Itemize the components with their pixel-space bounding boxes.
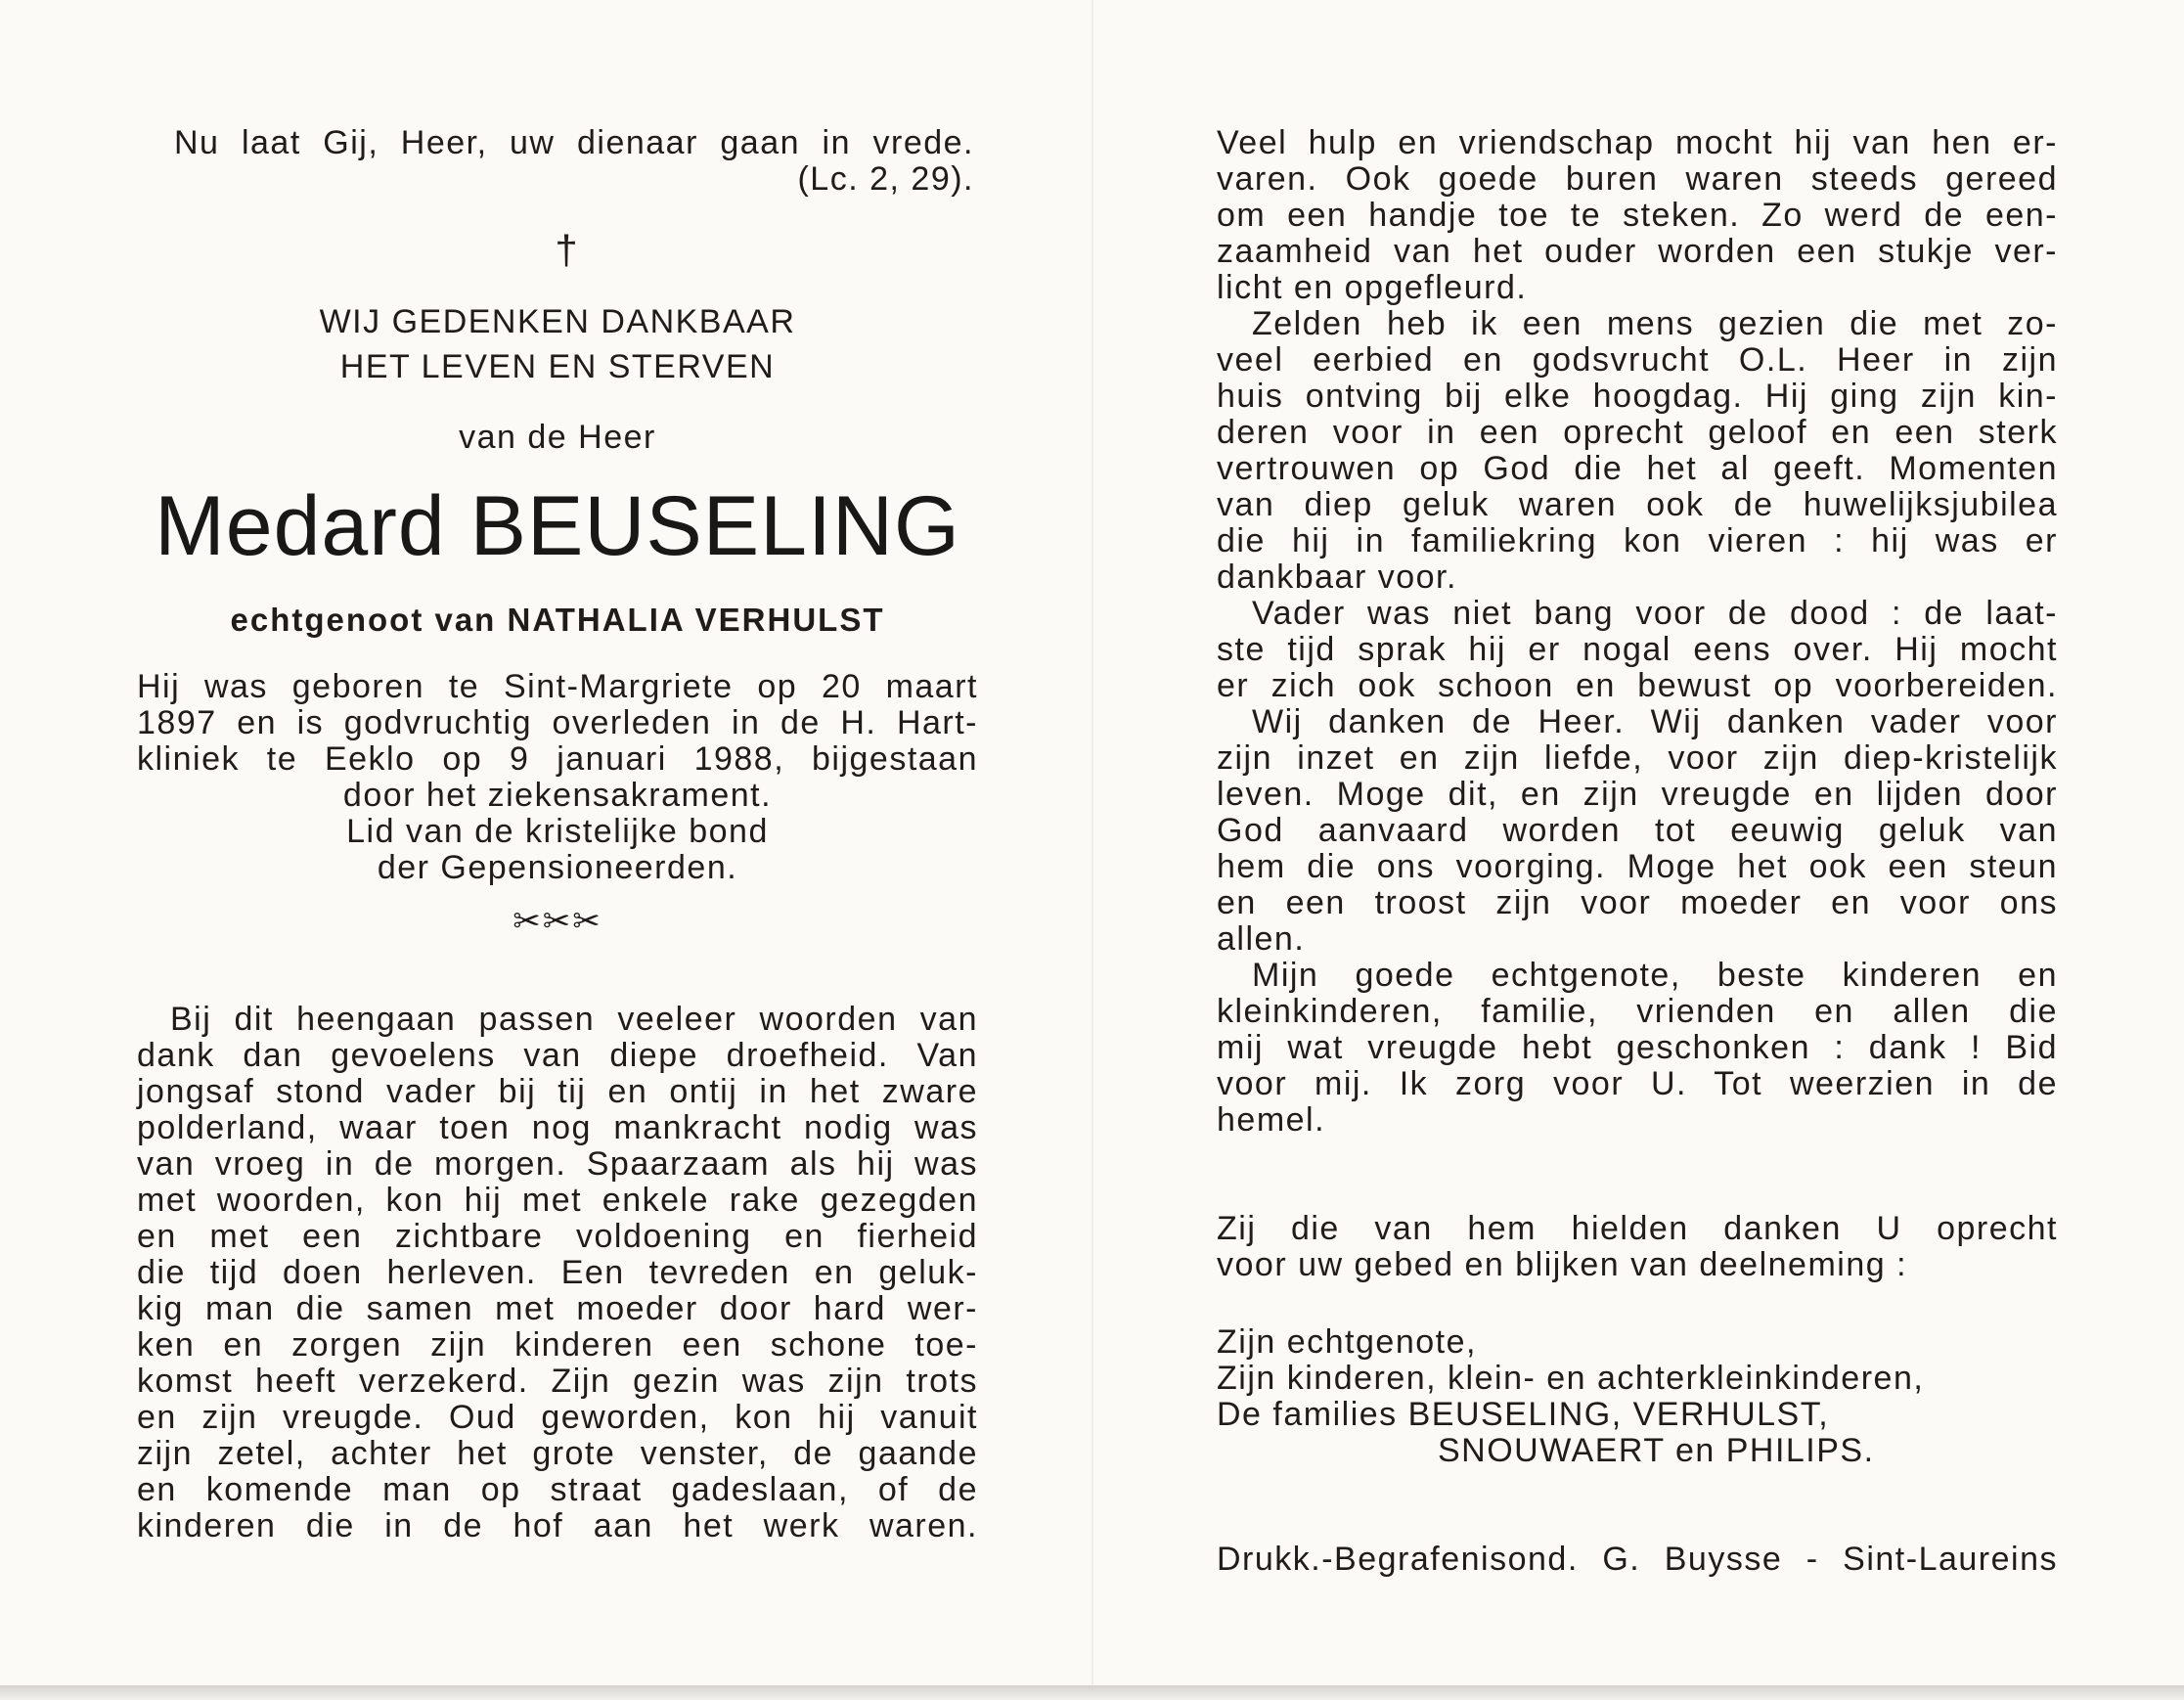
body-line: en een troost zijn voor moeder en voor ons: [1217, 884, 2058, 921]
body-line: van diep geluk waren ook de huwelijksjubilea: [1217, 486, 2058, 523]
spouse-line: echtgenoot van NATHALIA VERHULST: [230, 602, 885, 638]
signatory-line: Zijn kinderen, klein- en achterkleinkinderen,: [1217, 1360, 1925, 1397]
left-page: [137, 125, 978, 1544]
body-line: deren voor in een oprecht geloof en een sterk: [1217, 414, 2058, 451]
body-line: die hij in familiekring kon vieren : hij was er: [1217, 522, 2058, 559]
ornament-icon: ✂✂✂: [513, 903, 602, 940]
fold-line: [1092, 0, 1093, 1685]
body-line: zijn inzet en zijn liefde, voor zijn diep-kristelijk: [1217, 739, 2058, 777]
body-line: kinderen die in de hof aan het werk waren.: [137, 1507, 978, 1544]
thanks-line: Zij die van hem hielden danken U oprecht: [1217, 1210, 2058, 1247]
body-line: Veel hulp en vriendschap mocht hij van hen er-: [1217, 124, 2058, 161]
body-line: dank dan gevoelens van diepe droefheid. Van: [137, 1037, 978, 1074]
body-line: Zelden heb ik een mens gezien die met zo-: [1252, 305, 2058, 342]
cross-icon: †: [555, 227, 578, 273]
card-edge: [0, 1685, 2184, 1700]
bio-line: kliniek te Eeklo op 9 januari 1988, bijgestaan: [137, 740, 978, 778]
header-line-2: HET LEVEN EN STERVEN: [339, 348, 776, 385]
body-line: komst heeft verzekerd. Zijn gezin was zijn trots: [137, 1363, 978, 1400]
body-line: met woorden, kon hij met enkele rake gezegden: [137, 1182, 978, 1219]
header-line-1: WIJ GEDENKEN DANKBAAR: [319, 303, 796, 340]
body-line: vertrouwen op God die het al geeft. Momenten: [1217, 450, 2058, 487]
body-line: kleinkinderen, familie, vrienden en allen die: [1217, 993, 2058, 1030]
body-line: van vroeg in de morgen. Spaarzaam als hij was: [137, 1145, 978, 1183]
body-line: voor mij. Ik zorg voor U. Tot weerzien in de: [1217, 1065, 2058, 1102]
body-line: hemel.: [1217, 1101, 1326, 1139]
paragraph-2: [1217, 306, 2058, 596]
thanks: [1217, 1211, 2058, 1283]
body-line: die tijd doen herleven. Een tevreden en geluk-: [137, 1254, 978, 1291]
body-line: hem die ons voorging. Moge het ook een steun: [1217, 848, 2058, 885]
body-line: dankbaar voor.: [1217, 559, 1457, 596]
header-line-3: van de Heer: [459, 419, 656, 456]
body-line: licht en opgefleurd.: [1217, 269, 1528, 306]
body-line: allen.: [1217, 920, 1306, 958]
body-line: en komende man op straat gadeslaan, of de: [137, 1471, 978, 1508]
body-line: en met een zichtbare voldoening en fierheid: [137, 1218, 978, 1255]
bio-line: 1897 en is godvruchtig overleden in de H. Hart-: [137, 704, 978, 741]
paragraph-3: [1217, 596, 2058, 704]
body-line: kig man die samen met moeder door hard wer-: [137, 1290, 978, 1327]
body-line: huis ontving bij elke hoogdag. Hij ging zijn kin-: [1217, 378, 2058, 415]
bio-line: der Gepensioneerden.: [377, 849, 738, 886]
body-line: polderland, waar toen nog mankracht nodig was: [137, 1109, 978, 1146]
bio-line: Hij was geboren te Sint-Margriete op 20 maart: [137, 668, 978, 705]
body-line: Vader was niet bang voor de dood : de laat-: [1252, 595, 2058, 632]
body-line: zaamheid van het ouder worden een stukje ver-: [1217, 233, 2058, 270]
body-line: veel eerbied en godsvrucht O.L. Heer in zijn: [1217, 341, 2058, 379]
body-line: ste tijd sprak hij er nogal eens over. Hij mocht: [1217, 631, 2058, 668]
body-line: om een handje toe te steken. Zo werd de een-: [1217, 197, 2058, 234]
bible-verse: Nu laat Gij, Heer, uw dienaar gaan in vrede.: [174, 124, 974, 161]
left-body: [137, 1002, 978, 1544]
bio-line: Lid van de kristelijke bond: [346, 813, 769, 850]
body-line: God aanvaard worden tot eeuwig geluk van: [1217, 812, 2058, 849]
bio-line: door het ziekensakrament.: [342, 777, 773, 814]
verse-reference: (Lc. 2, 29).: [797, 160, 974, 198]
thanks-line: voor uw gebed en blijken van deelneming :: [1217, 1246, 1908, 1283]
body-line: Wij danken de Heer. Wij danken vader voor: [1252, 703, 2058, 740]
body-line: Bij dit heengaan passen veeleer woorden van: [170, 1001, 978, 1038]
signatories: [1217, 1324, 2058, 1469]
body-line: zijn zetel, achter het grote venster, de gaande: [137, 1435, 978, 1472]
body-line: varen. Ook goede buren waren steeds gereed: [1217, 160, 2058, 198]
signatory-line: De families BEUSELING, VERHULST,: [1217, 1396, 1830, 1433]
paragraph-5: [1217, 958, 2058, 1139]
paragraph-4: [1217, 704, 2058, 958]
body-line: jongsaf stond vader bij tij en ontij in het zware: [137, 1073, 978, 1110]
paragraph-1: [1217, 125, 2058, 306]
deceased-name: Medard BEUSELING: [155, 479, 960, 573]
body-line: mij wat vreugde hebt geschonken : dank ! Bid: [1217, 1029, 2058, 1066]
signatory-line: Zijn echtgenote,: [1217, 1323, 1477, 1361]
body-line: en zijn vreugde. Oud geworden, kon hij vanuit: [137, 1399, 978, 1436]
printer-credit: Drukk.-Begrafenisond. G. Buysse - Sint-Laureins: [1217, 1541, 2058, 1578]
body-line: leven. Moge dit, en zijn vreugde en lijden door: [1217, 776, 2058, 813]
signatory-line: SNOUWAERT en PHILIPS.: [1438, 1432, 1875, 1469]
biography: [137, 669, 978, 886]
body-line: ken en zorgen zijn kinderen een schone toe-: [137, 1326, 978, 1364]
right-page: [1217, 125, 2058, 1578]
body-line: er zich ook schoon en bewust op voorbereiden.: [1217, 667, 2058, 704]
body-line: Mijn goede echtgenote, beste kinderen en: [1252, 957, 2058, 994]
